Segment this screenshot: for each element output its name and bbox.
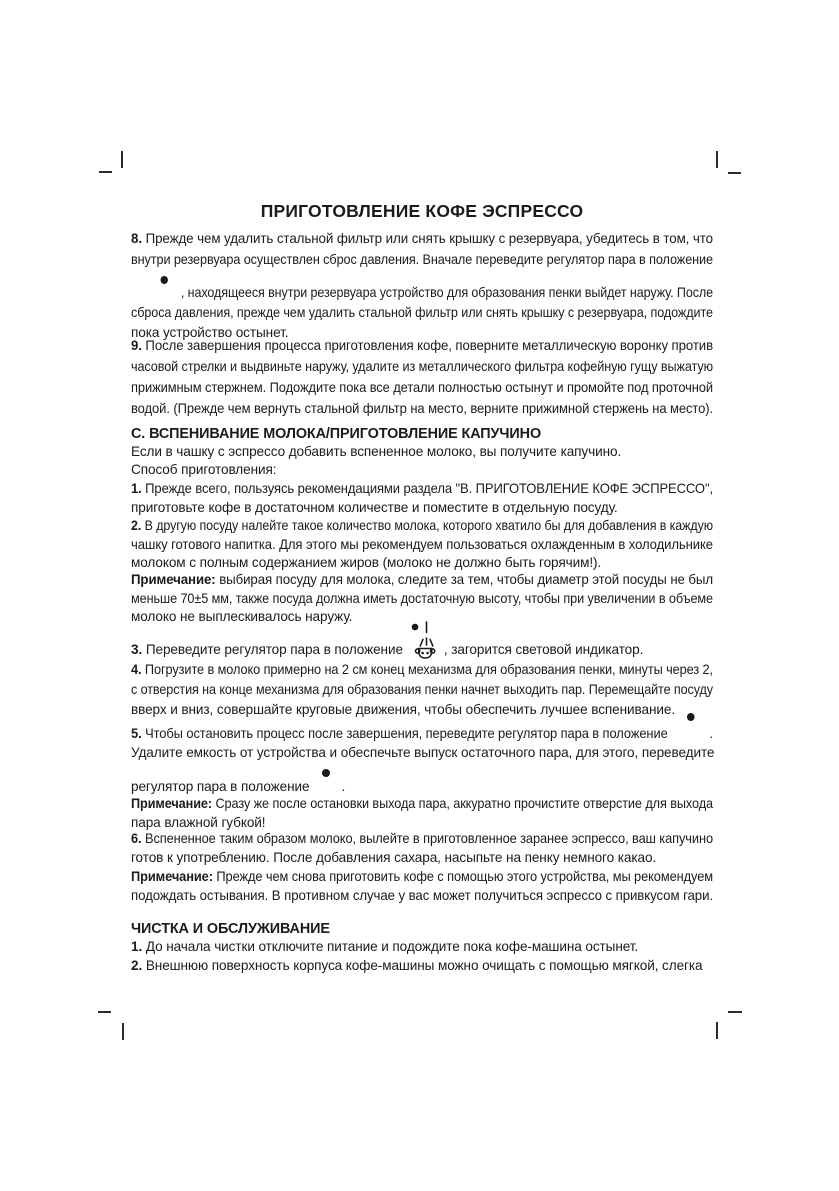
text-run: До начала чистки отключите питание и подождите пока кофе-машина остынет.	[142, 939, 639, 954]
text-line	[131, 957, 713, 976]
text-run: Внешнюю поверхность корпуса кофе-машины можно очищать с помощью мягкой, слегка	[142, 957, 703, 973]
text-run: Вспененное таким образом молоко, вылейте в приготовленное заранее эспрессо, ваш капучино	[141, 831, 713, 846]
text-run: Прежде чем снова приготовить кофе с помощью этого устройства, мы рекомендуем	[212, 869, 713, 884]
text-line	[131, 795, 713, 814]
text-line	[131, 228, 713, 249]
text-run: Сразу же после остановки выхода пара, аккуратно прочистите отверстие для выхода	[212, 796, 713, 811]
text-line	[131, 571, 713, 590]
crop-mark-top-left-vertical	[121, 151, 123, 168]
text-line	[131, 590, 713, 609]
text-run: Примечание:	[131, 869, 213, 884]
section-c-intro	[131, 443, 713, 462]
text-line	[131, 744, 713, 763]
text-run: пара влажной губкой!	[131, 814, 266, 830]
text-run: меньше 70±5 мм, также посуда должна иметь достаточную высоту, чтобы при увеличении в объеме	[131, 590, 713, 606]
crop-mark-bottom-left-vertical	[122, 1023, 124, 1040]
crop-mark-top-left-horizontal	[99, 171, 112, 173]
text-run: .	[341, 779, 346, 794]
spacer	[694, 736, 709, 738]
cleaning-heading	[131, 920, 713, 938]
step-c3	[131, 641, 713, 660]
step-c4	[131, 660, 713, 720]
text-line	[131, 778, 713, 797]
text-run: приготовьте кофе в достаточном количестве и поместите в отдельную посуду.	[131, 499, 618, 515]
spacer	[310, 789, 322, 791]
text-line	[131, 249, 713, 270]
text-line	[131, 887, 713, 906]
text-line	[131, 461, 713, 480]
text-run: , загорится световой индикатор.	[443, 642, 644, 657]
spacer	[131, 295, 161, 297]
text-run: вверх и вниз, совершайте круговые движения, чтобы обеспечить лучшее вспенивание.	[131, 702, 675, 717]
text-line	[131, 868, 713, 887]
text-run: 2.	[131, 518, 142, 533]
text-run: регулятор пара в положение	[131, 779, 310, 794]
text-run: чашку готового напитка. Для этого мы рекомендуем пользоваться охлажденным в холодильнике	[131, 536, 713, 552]
text-run: 9.	[131, 338, 142, 353]
text-line	[131, 641, 713, 660]
text-run: 2.	[131, 957, 143, 973]
text-run: выбирая посуду для молока, следите за тем, чтобы диаметр этой посуды не был	[215, 572, 713, 587]
text-line	[131, 680, 713, 700]
text-line	[131, 425, 713, 443]
text-run: 1.	[131, 481, 142, 496]
text-run: пока устройство остынет.	[131, 325, 289, 340]
text-line	[131, 303, 713, 323]
text-line	[131, 660, 713, 680]
text-run: часовой стрелки и выдвиньте наружу, удалите из металлического фильтра кофейную гущу выжатую	[131, 359, 713, 374]
text-run: 5.	[131, 726, 142, 741]
text-line	[131, 283, 713, 303]
step-9	[131, 335, 713, 419]
text-run: Переведите регулятор пара в положение	[142, 642, 403, 657]
spacer	[668, 736, 687, 738]
step-8-intro	[131, 228, 713, 270]
text-line	[131, 700, 713, 720]
text-run: .	[709, 726, 713, 741]
crop-mark-top-right-vertical	[716, 151, 718, 168]
step-c6	[131, 830, 713, 867]
text-run: подождать остывания. В противном случае у вас может получиться эспрессо с привкусом гари.	[131, 887, 713, 903]
text-run: Способ приготовления:	[131, 462, 277, 477]
step-c1	[131, 480, 713, 517]
text-run: 3.	[131, 642, 143, 657]
text-line	[131, 398, 713, 419]
cleaning-steps	[131, 938, 713, 975]
text-line	[131, 499, 713, 518]
text-run: с отверстия на конце механизма для образования пенки начнет выходить пар. Перемещайте посуду	[131, 682, 713, 697]
text-run: водой. (Прежде чем вернуть стальной фильтр на место, верните прижимной стержень на место).	[131, 401, 713, 416]
text-line	[131, 335, 713, 356]
text-run: Удалите емкость от устройства и обеспечьте выпуск остаточного пара, для этого, переведите	[131, 744, 715, 760]
text-line	[131, 356, 713, 377]
step-c2	[131, 517, 713, 573]
text-line	[131, 480, 713, 499]
text-line	[131, 443, 713, 462]
text-line	[131, 536, 713, 555]
text-run: 6.	[131, 831, 142, 846]
note-steam-outlet	[131, 795, 713, 832]
method-label	[131, 461, 713, 480]
text-run: Чтобы остановить процесс после завершения, переведите регулятор пара в положение	[141, 726, 668, 741]
page-title: ПРИГОТОВЛЕНИЕ КОФЕ ЭСПРЕССО	[260, 201, 584, 221]
note-reheat	[131, 868, 713, 905]
knob-dot-icon	[322, 769, 330, 777]
text-line	[131, 554, 713, 573]
section-c-heading	[131, 425, 713, 443]
text-run: прижимным стержнем. Подождите пока все детали полностью остынут и промойте под проточной	[131, 380, 713, 395]
text-line	[131, 849, 713, 868]
text-run: ЧИСТКА И ОБСЛУЖИВАНИЕ	[131, 921, 330, 937]
text-run: , находящееся внутри резервуара устройство для образования пенки выйдет наружу. После	[180, 285, 714, 300]
text-run: молоко не выплескивалось наружу.	[131, 609, 353, 624]
text-line	[131, 725, 713, 744]
text-run: В другую посуду налейте такое количество молока, которого хватило бы для добавления в каждую	[141, 518, 713, 533]
text-run: внутри резервуара осуществлен сброс давления. Вначале переведите регулятор пара в положение	[131, 252, 713, 267]
knob-dot-icon	[161, 276, 168, 284]
text-run: 1.	[131, 939, 143, 954]
crop-mark-bottom-right-horizontal	[728, 1011, 742, 1013]
step-8-continuation	[131, 283, 713, 343]
text-run: Погрузите в молоко примерно на 2 см конец механизма для образования пенки, минуты через 2,	[141, 662, 713, 677]
text-run: молоком с полным содержанием жиров (молоко не должно быть горячим!).	[131, 555, 602, 570]
text-run: сброса давления, прежде чем удалить стальной фильтр или снять крышку с резервуара, подождите	[131, 305, 713, 320]
step-c5	[131, 725, 713, 762]
spacer	[168, 295, 181, 297]
text-run: 4.	[131, 662, 142, 677]
text-line	[131, 517, 713, 536]
text-run: Примечание:	[131, 572, 216, 587]
step-c5-continuation	[131, 778, 713, 797]
text-line	[131, 920, 713, 938]
text-line	[131, 938, 713, 957]
text-line	[131, 377, 713, 398]
text-run: С. ВСПЕНИВАНИЕ МОЛОКА/ПРИГОТОВЛЕНИЕ КАПУЧИНО	[131, 426, 542, 442]
text-run: 8.	[131, 231, 142, 246]
knob-dot-icon	[687, 713, 695, 721]
text-line	[131, 830, 713, 849]
steam-position-icon	[409, 641, 442, 654]
text-run: готов к употреблению. После добавления сахара, насыпьте на пенку немного какао.	[131, 849, 657, 865]
crop-mark-bottom-right-vertical	[716, 1022, 718, 1039]
text-run: Прежде чем удалить стальной фильтр или снять крышку с резервуара, убедитесь в том, что	[141, 231, 713, 246]
text-run: Прежде всего, пользуясь рекомендациями раздела "В. ПРИГОТОВЛЕНИЕ КОФЕ ЭСПРЕССО",	[141, 481, 714, 496]
crop-mark-top-right-horizontal	[728, 172, 741, 174]
spacer	[330, 789, 342, 791]
text-run: Примечание:	[131, 796, 213, 811]
text-run: После завершения процесса приготовления кофе, поверните металлическую воронку против	[141, 338, 713, 353]
crop-mark-bottom-left-horizontal	[98, 1011, 111, 1013]
text-run: Если в чашку с эспрессо добавить вспененное молоко, вы получите капучино.	[131, 444, 622, 459]
